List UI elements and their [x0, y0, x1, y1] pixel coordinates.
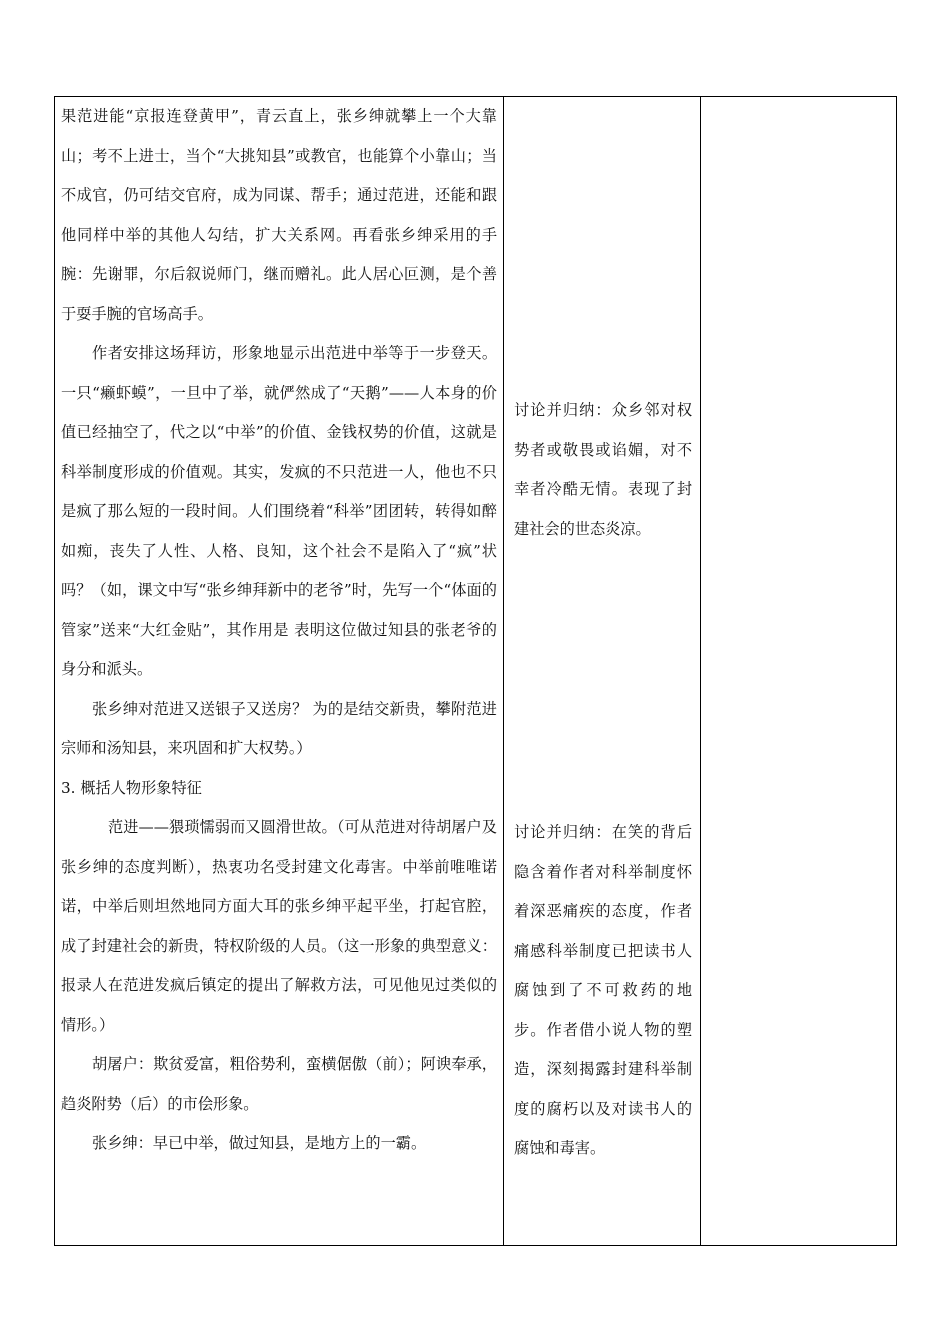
paragraph-fanjin: 范进——猥琐懦弱而又圆滑世故。（可从范进对待胡屠户及张乡绅的态度判断），热衷功名受封建文化毒害。中举前唯唯诺诺，中举后则坦然地同方面大耳的张乡绅平起平坐，打起官腔，成了封建社会的新贵，特权阶级的人员。（这一形象的典型意义：报录人在范进发疯后镇定的提出了解救方法，可见他见过类似的情形。） [61, 818, 497, 1034]
section-heading: 3. 概括人物形象特征 [61, 778, 202, 797]
discussion-note-1: 讨论并归纳：众乡邻对权势者或敬畏或谄媚，对不幸者冷酷无情。表现了封建社会的世态炎凉。 [514, 401, 692, 538]
notes-cell [504, 97, 701, 1246]
empty-cell [701, 97, 897, 1246]
paragraph-2: 作者安排这场拜访，形象地显示出范进中举等于一步登天。一只“癞虾蟆”，一旦中了举，就俨然成了“天鹅”——人本身的价值已经抽空了，代之以“中举”的价值、金钱权势的价值，这就是科举制度形成的价值观。其实，发疯的不只范进一人，他也不只是疯了那么短的一段时间。人们围绕着“科举”团团转，转得如醉如痴，丧失了人性、人格、良知，这个社会不是陷入了“疯”状吗？（如，课文中写“张乡绅拜新中的老爷”时，先写一个“体面的管家”送来“大红金贴”，其作用是 表明这位做过知县的张老爷的身分和派头。 [61, 344, 497, 678]
paragraph-1: 果范进能“京报连登黄甲”，青云直上，张乡绅就攀上一个大靠山；考不上进士，当个“大挑知县”或教官，也能算个小靠山；当不成官，仍可结交官府，成为同谋、帮手；通过范进，还能和跟他同样中举的其他人勾结，扩大关系网。再看张乡绅采用的手腕：先谢罪，尔后叙说师门，继而赠礼。此人居心叵测，是个善于耍手腕的官场高手。 [61, 107, 497, 323]
discussion-note-2: 讨论并归纳：在笑的背后隐含着作者对科举制度怀着深恶痛疾的态度，作者痛感科举制度已把读书人腐蚀到了不可救药的地步。作者借小说人物的塑造，深刻揭露封建科举制度的腐朽以及对读书人的腐蚀和毒害。 [514, 823, 692, 1157]
lesson-table [54, 96, 897, 1246]
content-cell [55, 97, 504, 1246]
paragraph-3: 张乡绅对范进又送银子又送房？ 为的是结交新贵，攀附范进宗师和汤知县，来巩固和扩大权势。） [61, 699, 497, 757]
table-row [55, 97, 897, 1246]
side-notes [504, 97, 700, 1245]
paragraph-zhangxiangshen: 张乡绅：早已中举，做过知县，是地方上的一霸。 [92, 1134, 427, 1152]
paragraph-hutuhu: 胡屠户：欺贫爱富，粗俗势利，蛮横倨傲（前）；阿谀奉承，趋炎附势（后）的市侩形象。 [61, 1055, 497, 1113]
main-text [55, 97, 503, 1164]
